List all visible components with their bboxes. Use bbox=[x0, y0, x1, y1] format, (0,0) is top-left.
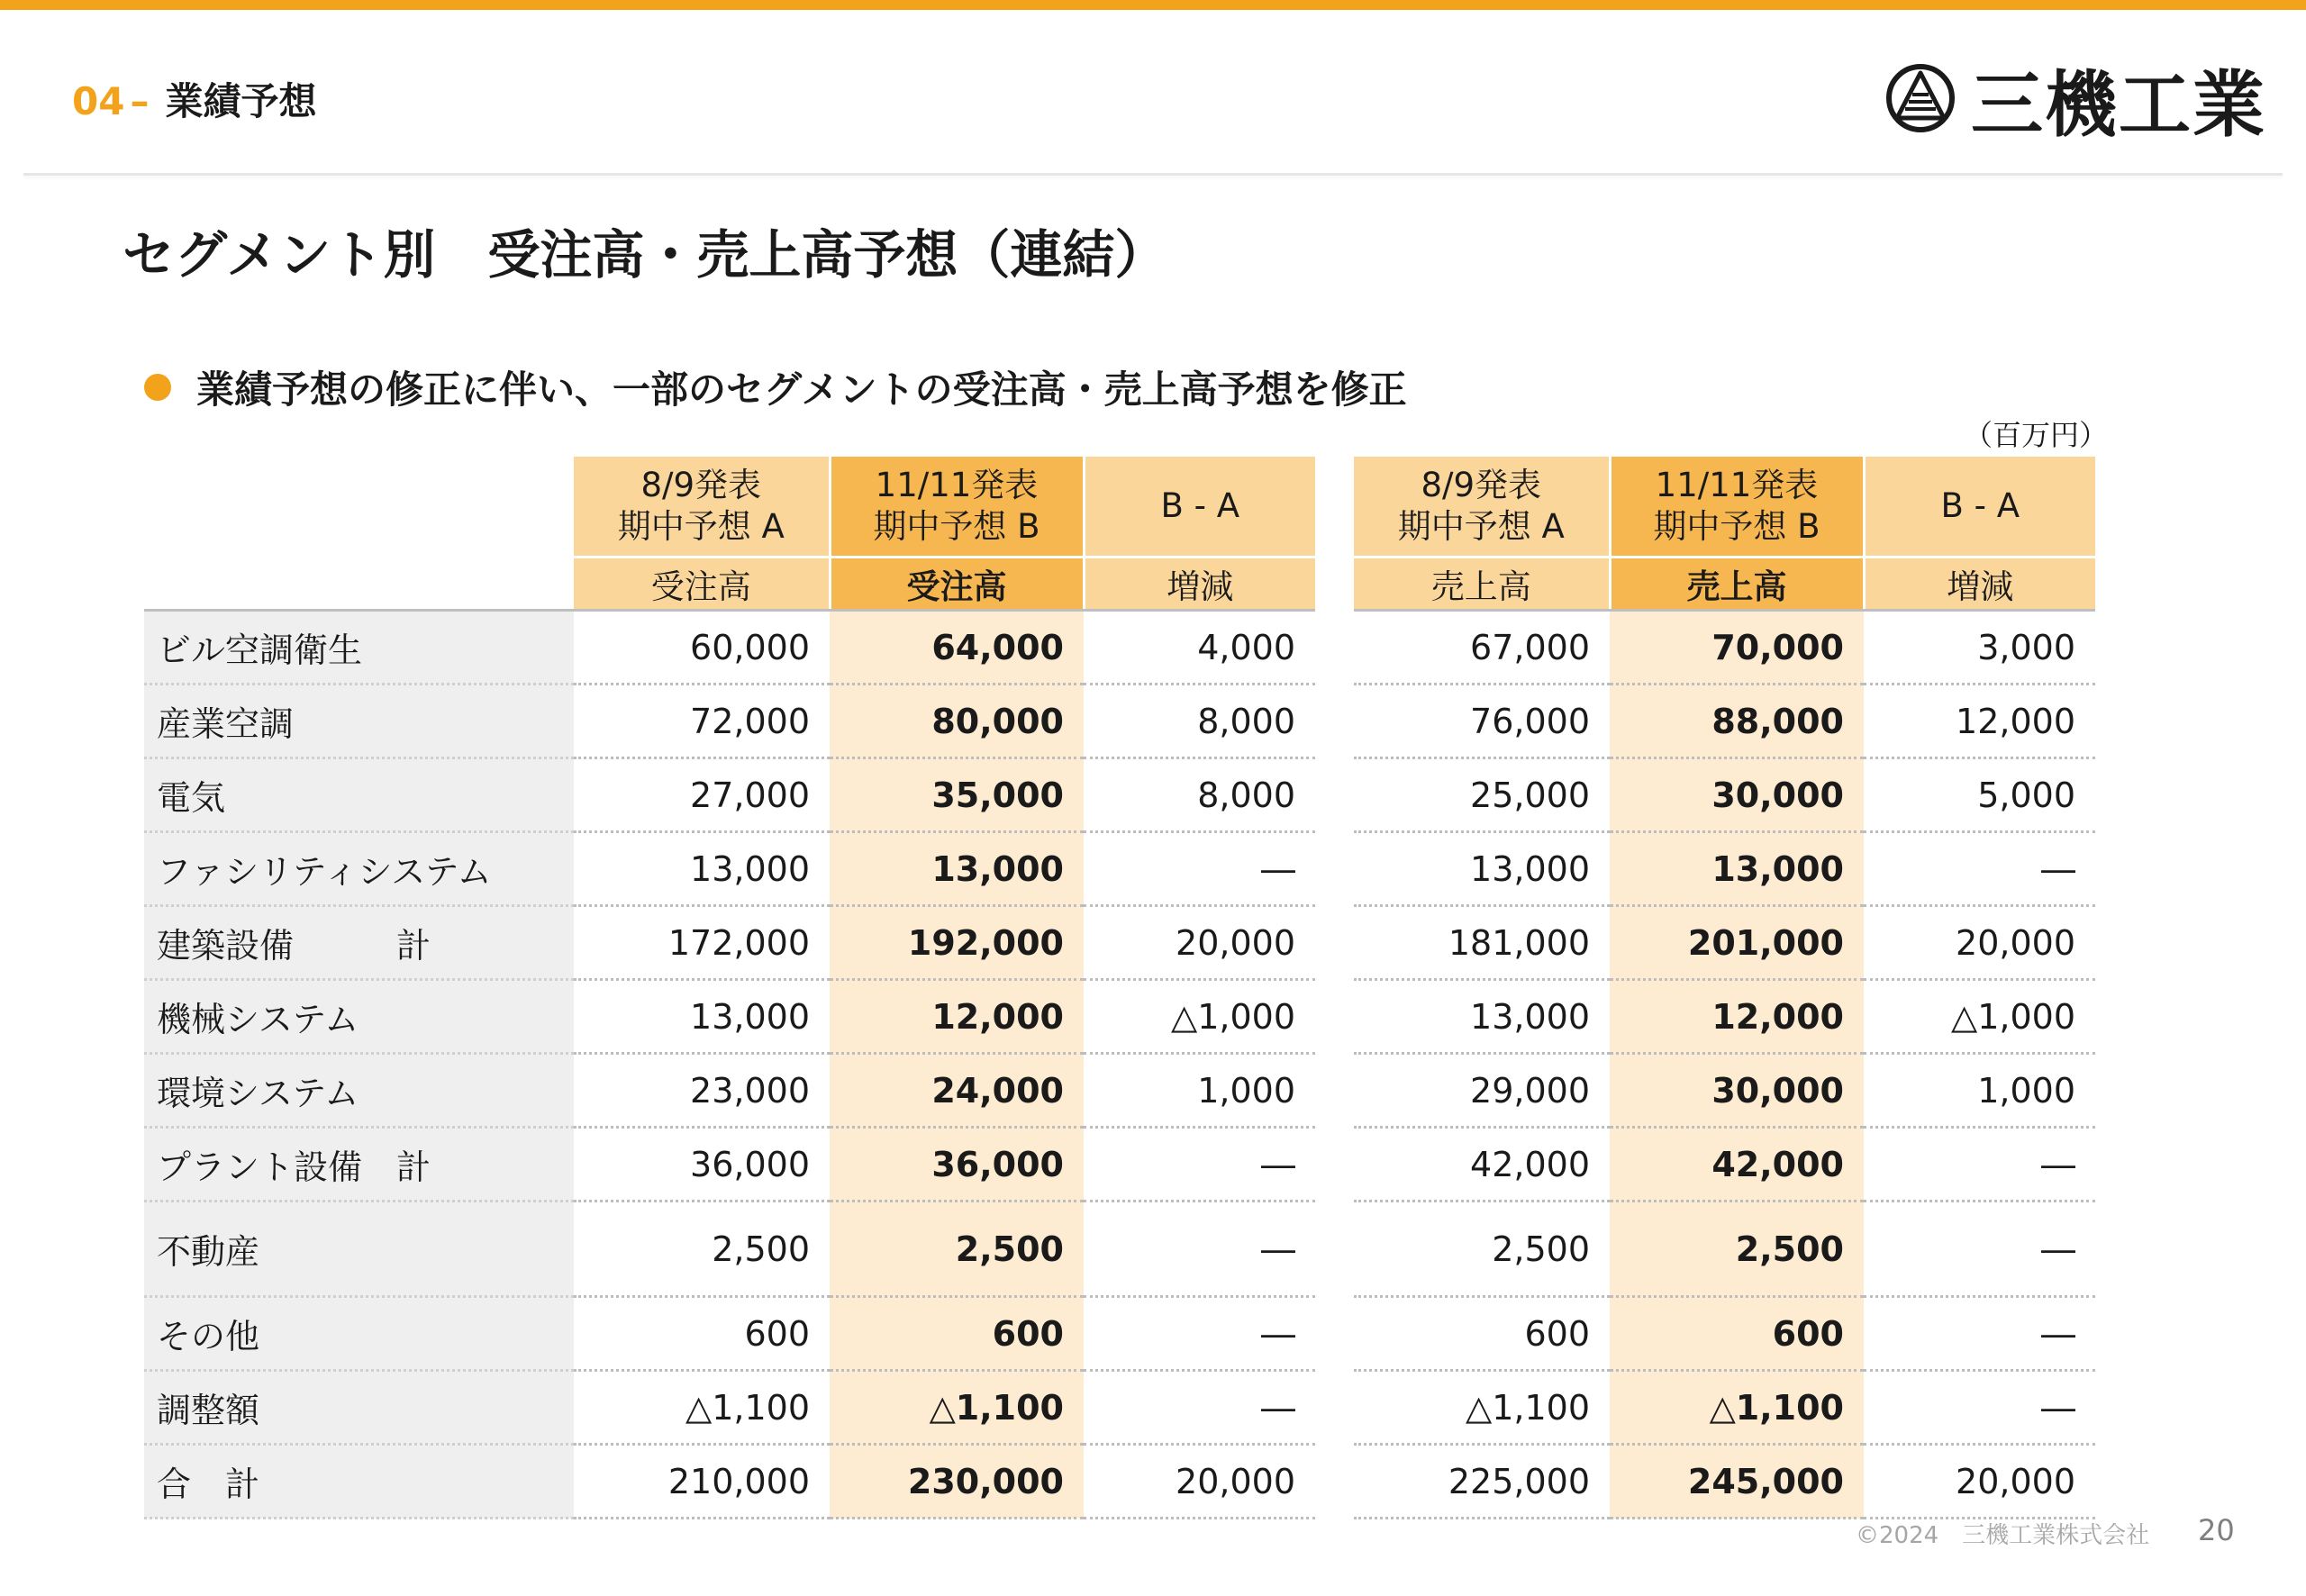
logo-text: 三機工業 bbox=[1971, 62, 2266, 147]
orders-b-cell: 80,000 bbox=[830, 685, 1084, 758]
sales-diff-cell: 20,000 bbox=[1864, 906, 2095, 980]
column-gap bbox=[1315, 1054, 1354, 1128]
col-header-orders-diff: B - A bbox=[1084, 457, 1315, 558]
orders-diff-cell: 8,000 bbox=[1084, 685, 1315, 758]
sales-b-cell: 13,000 bbox=[1610, 832, 1864, 906]
sub-header-orders-a: 受注高 bbox=[574, 558, 830, 611]
sales-a-cell: 2,500 bbox=[1354, 1202, 1610, 1297]
sales-diff-cell: 3,000 bbox=[1864, 611, 2095, 685]
sales-diff-cell: 1,000 bbox=[1864, 1054, 2095, 1128]
column-gap bbox=[1315, 1445, 1354, 1519]
sales-a-cell: 29,000 bbox=[1354, 1054, 1610, 1128]
orders-a-cell: 210,000 bbox=[574, 1445, 830, 1519]
table-row bbox=[144, 832, 2095, 906]
row-label: ビル空調衛生 bbox=[144, 611, 574, 685]
orders-diff-cell: 8,000 bbox=[1084, 758, 1315, 832]
table-row bbox=[144, 980, 2095, 1054]
column-gap bbox=[1315, 1202, 1354, 1297]
sales-a-cell: 225,000 bbox=[1354, 1445, 1610, 1519]
row-label: その他 bbox=[144, 1297, 574, 1371]
orders-b-cell: 24,000 bbox=[830, 1054, 1084, 1128]
sales-b-cell: 2,500 bbox=[1610, 1202, 1864, 1297]
sales-a-cell: 181,000 bbox=[1354, 906, 1610, 980]
sales-diff-cell: ― bbox=[1864, 1371, 2095, 1445]
orders-b-cell: 230,000 bbox=[830, 1445, 1084, 1519]
orders-diff-cell: ― bbox=[1084, 832, 1315, 906]
column-gap bbox=[1315, 1297, 1354, 1371]
sales-b-cell: 70,000 bbox=[1610, 611, 1864, 685]
row-label: 建築設備 計 bbox=[144, 906, 574, 980]
header-row-2 bbox=[144, 558, 2095, 611]
sales-b-cell: 30,000 bbox=[1610, 1054, 1864, 1128]
page-number: 20 bbox=[2198, 1513, 2235, 1547]
unit-label: （百万円） bbox=[1964, 418, 2109, 452]
table-row bbox=[144, 906, 2095, 980]
sub-header-sales-b: 売上高 bbox=[1610, 558, 1864, 611]
sales-b-cell: △1,100 bbox=[1610, 1371, 1864, 1445]
table-row bbox=[144, 1445, 2095, 1519]
sales-diff-cell: 12,000 bbox=[1864, 685, 2095, 758]
orders-b-cell: 35,000 bbox=[830, 758, 1084, 832]
forecast-table bbox=[144, 457, 2095, 1519]
section-number: 04 bbox=[72, 79, 125, 123]
column-gap bbox=[1315, 611, 1354, 685]
sub-header-orders-b: 受注高 bbox=[830, 558, 1084, 611]
orders-diff-cell: 1,000 bbox=[1084, 1054, 1315, 1128]
bullet-dot-icon bbox=[144, 374, 171, 401]
sales-a-cell: 67,000 bbox=[1354, 611, 1610, 685]
sales-a-cell: △1,100 bbox=[1354, 1371, 1610, 1445]
sales-diff-cell: ― bbox=[1864, 1128, 2095, 1202]
orders-a-cell: 72,000 bbox=[574, 685, 830, 758]
logo-mark-icon bbox=[1884, 62, 1956, 134]
orders-diff-cell: 4,000 bbox=[1084, 611, 1315, 685]
column-gap bbox=[1315, 980, 1354, 1054]
orders-a-cell: 13,000 bbox=[574, 980, 830, 1054]
col-header-sales-a: 8/9発表 期中予想 A bbox=[1354, 457, 1610, 558]
sales-b-cell: 600 bbox=[1610, 1297, 1864, 1371]
orders-a-cell: 23,000 bbox=[574, 1054, 830, 1128]
row-label: 電気 bbox=[144, 758, 574, 832]
sales-a-cell: 42,000 bbox=[1354, 1128, 1610, 1202]
sub-header-orders-diff: 増減 bbox=[1084, 558, 1315, 611]
sales-a-cell: 13,000 bbox=[1354, 832, 1610, 906]
header-row-1 bbox=[144, 457, 2095, 558]
orders-b-cell: △1,100 bbox=[830, 1371, 1084, 1445]
table-body bbox=[144, 611, 2095, 1519]
sales-b-cell: 201,000 bbox=[1610, 906, 1864, 980]
header-blank bbox=[144, 457, 574, 558]
sales-b-cell: 245,000 bbox=[1610, 1445, 1864, 1519]
summary-text: 業績予想の修正に伴い、一部のセグメントの受注高・売上高予想を修正 bbox=[196, 367, 1407, 412]
col-header-orders-b: 11/11発表 期中予想 B bbox=[830, 457, 1084, 558]
page-title: セグメント別 受注高・売上高予想（連結） bbox=[123, 224, 1167, 286]
orders-a-cell: 36,000 bbox=[574, 1128, 830, 1202]
column-gap bbox=[1315, 832, 1354, 906]
table-row bbox=[144, 1054, 2095, 1128]
sales-b-cell: 42,000 bbox=[1610, 1128, 1864, 1202]
company-logo bbox=[1884, 58, 2266, 147]
orders-b-cell: 13,000 bbox=[830, 832, 1084, 906]
orders-a-cell: 2,500 bbox=[574, 1202, 830, 1297]
sales-a-cell: 600 bbox=[1354, 1297, 1610, 1371]
orders-diff-cell: 20,000 bbox=[1084, 906, 1315, 980]
top-accent-bar bbox=[0, 0, 2306, 10]
col-header-sales-diff: B - A bbox=[1864, 457, 2095, 558]
section-dash: – bbox=[130, 79, 150, 123]
sales-diff-cell: ― bbox=[1864, 1297, 2095, 1371]
orders-a-cell: 600 bbox=[574, 1297, 830, 1371]
orders-diff-cell: ― bbox=[1084, 1297, 1315, 1371]
sales-b-cell: 30,000 bbox=[1610, 758, 1864, 832]
row-label: 産業空調 bbox=[144, 685, 574, 758]
orders-a-cell: 27,000 bbox=[574, 758, 830, 832]
copyright: ©2024 三機工業株式会社 bbox=[1856, 1522, 2150, 1549]
table-row bbox=[144, 611, 2095, 685]
sales-diff-cell: 5,000 bbox=[1864, 758, 2095, 832]
orders-a-cell: △1,100 bbox=[574, 1371, 830, 1445]
sales-a-cell: 76,000 bbox=[1354, 685, 1610, 758]
table-row bbox=[144, 758, 2095, 832]
column-gap bbox=[1315, 558, 1354, 611]
sales-b-cell: 88,000 bbox=[1610, 685, 1864, 758]
row-label: ファシリティシステム bbox=[144, 832, 574, 906]
column-gap bbox=[1315, 1128, 1354, 1202]
row-label: 環境システム bbox=[144, 1054, 574, 1128]
sub-header-sales-diff: 増減 bbox=[1864, 558, 2095, 611]
column-gap bbox=[1315, 758, 1354, 832]
column-gap bbox=[1315, 1371, 1354, 1445]
orders-diff-cell: ― bbox=[1084, 1202, 1315, 1297]
orders-a-cell: 172,000 bbox=[574, 906, 830, 980]
sales-diff-cell: 20,000 bbox=[1864, 1445, 2095, 1519]
table-row bbox=[144, 1128, 2095, 1202]
sub-header-sales-a: 売上高 bbox=[1354, 558, 1610, 611]
table-row bbox=[144, 1202, 2095, 1297]
header-divider bbox=[23, 173, 2283, 176]
column-gap bbox=[1315, 457, 1354, 558]
row-label: 調整額 bbox=[144, 1371, 574, 1445]
sales-b-cell: 12,000 bbox=[1610, 980, 1864, 1054]
section-header bbox=[72, 72, 316, 126]
orders-diff-cell: ― bbox=[1084, 1128, 1315, 1202]
orders-b-cell: 600 bbox=[830, 1297, 1084, 1371]
sales-a-cell: 25,000 bbox=[1354, 758, 1610, 832]
orders-b-cell: 192,000 bbox=[830, 906, 1084, 980]
orders-b-cell: 12,000 bbox=[830, 980, 1084, 1054]
col-header-orders-a: 8/9発表 期中予想 A bbox=[574, 457, 830, 558]
summary-bullet bbox=[144, 360, 1407, 414]
orders-diff-cell: ― bbox=[1084, 1371, 1315, 1445]
col-header-sales-b: 11/11発表 期中予想 B bbox=[1610, 457, 1864, 558]
sales-a-cell: 13,000 bbox=[1354, 980, 1610, 1054]
sales-diff-cell: △1,000 bbox=[1864, 980, 2095, 1054]
row-label: 不動産 bbox=[144, 1202, 574, 1297]
header-blank bbox=[144, 558, 574, 611]
row-label: プラント設備 計 bbox=[144, 1128, 574, 1202]
column-gap bbox=[1315, 685, 1354, 758]
sales-diff-cell: ― bbox=[1864, 832, 2095, 906]
row-label: 機械システム bbox=[144, 980, 574, 1054]
orders-b-cell: 2,500 bbox=[830, 1202, 1084, 1297]
orders-diff-cell: △1,000 bbox=[1084, 980, 1315, 1054]
orders-b-cell: 36,000 bbox=[830, 1128, 1084, 1202]
table-row bbox=[144, 1297, 2095, 1371]
orders-a-cell: 60,000 bbox=[574, 611, 830, 685]
section-title: 業績予想 bbox=[165, 79, 317, 123]
orders-diff-cell: 20,000 bbox=[1084, 1445, 1315, 1519]
column-gap bbox=[1315, 906, 1354, 980]
row-label: 合 計 bbox=[144, 1445, 574, 1519]
table-row bbox=[144, 685, 2095, 758]
table-row bbox=[144, 1371, 2095, 1445]
orders-a-cell: 13,000 bbox=[574, 832, 830, 906]
sales-diff-cell: ― bbox=[1864, 1202, 2095, 1297]
orders-b-cell: 64,000 bbox=[830, 611, 1084, 685]
